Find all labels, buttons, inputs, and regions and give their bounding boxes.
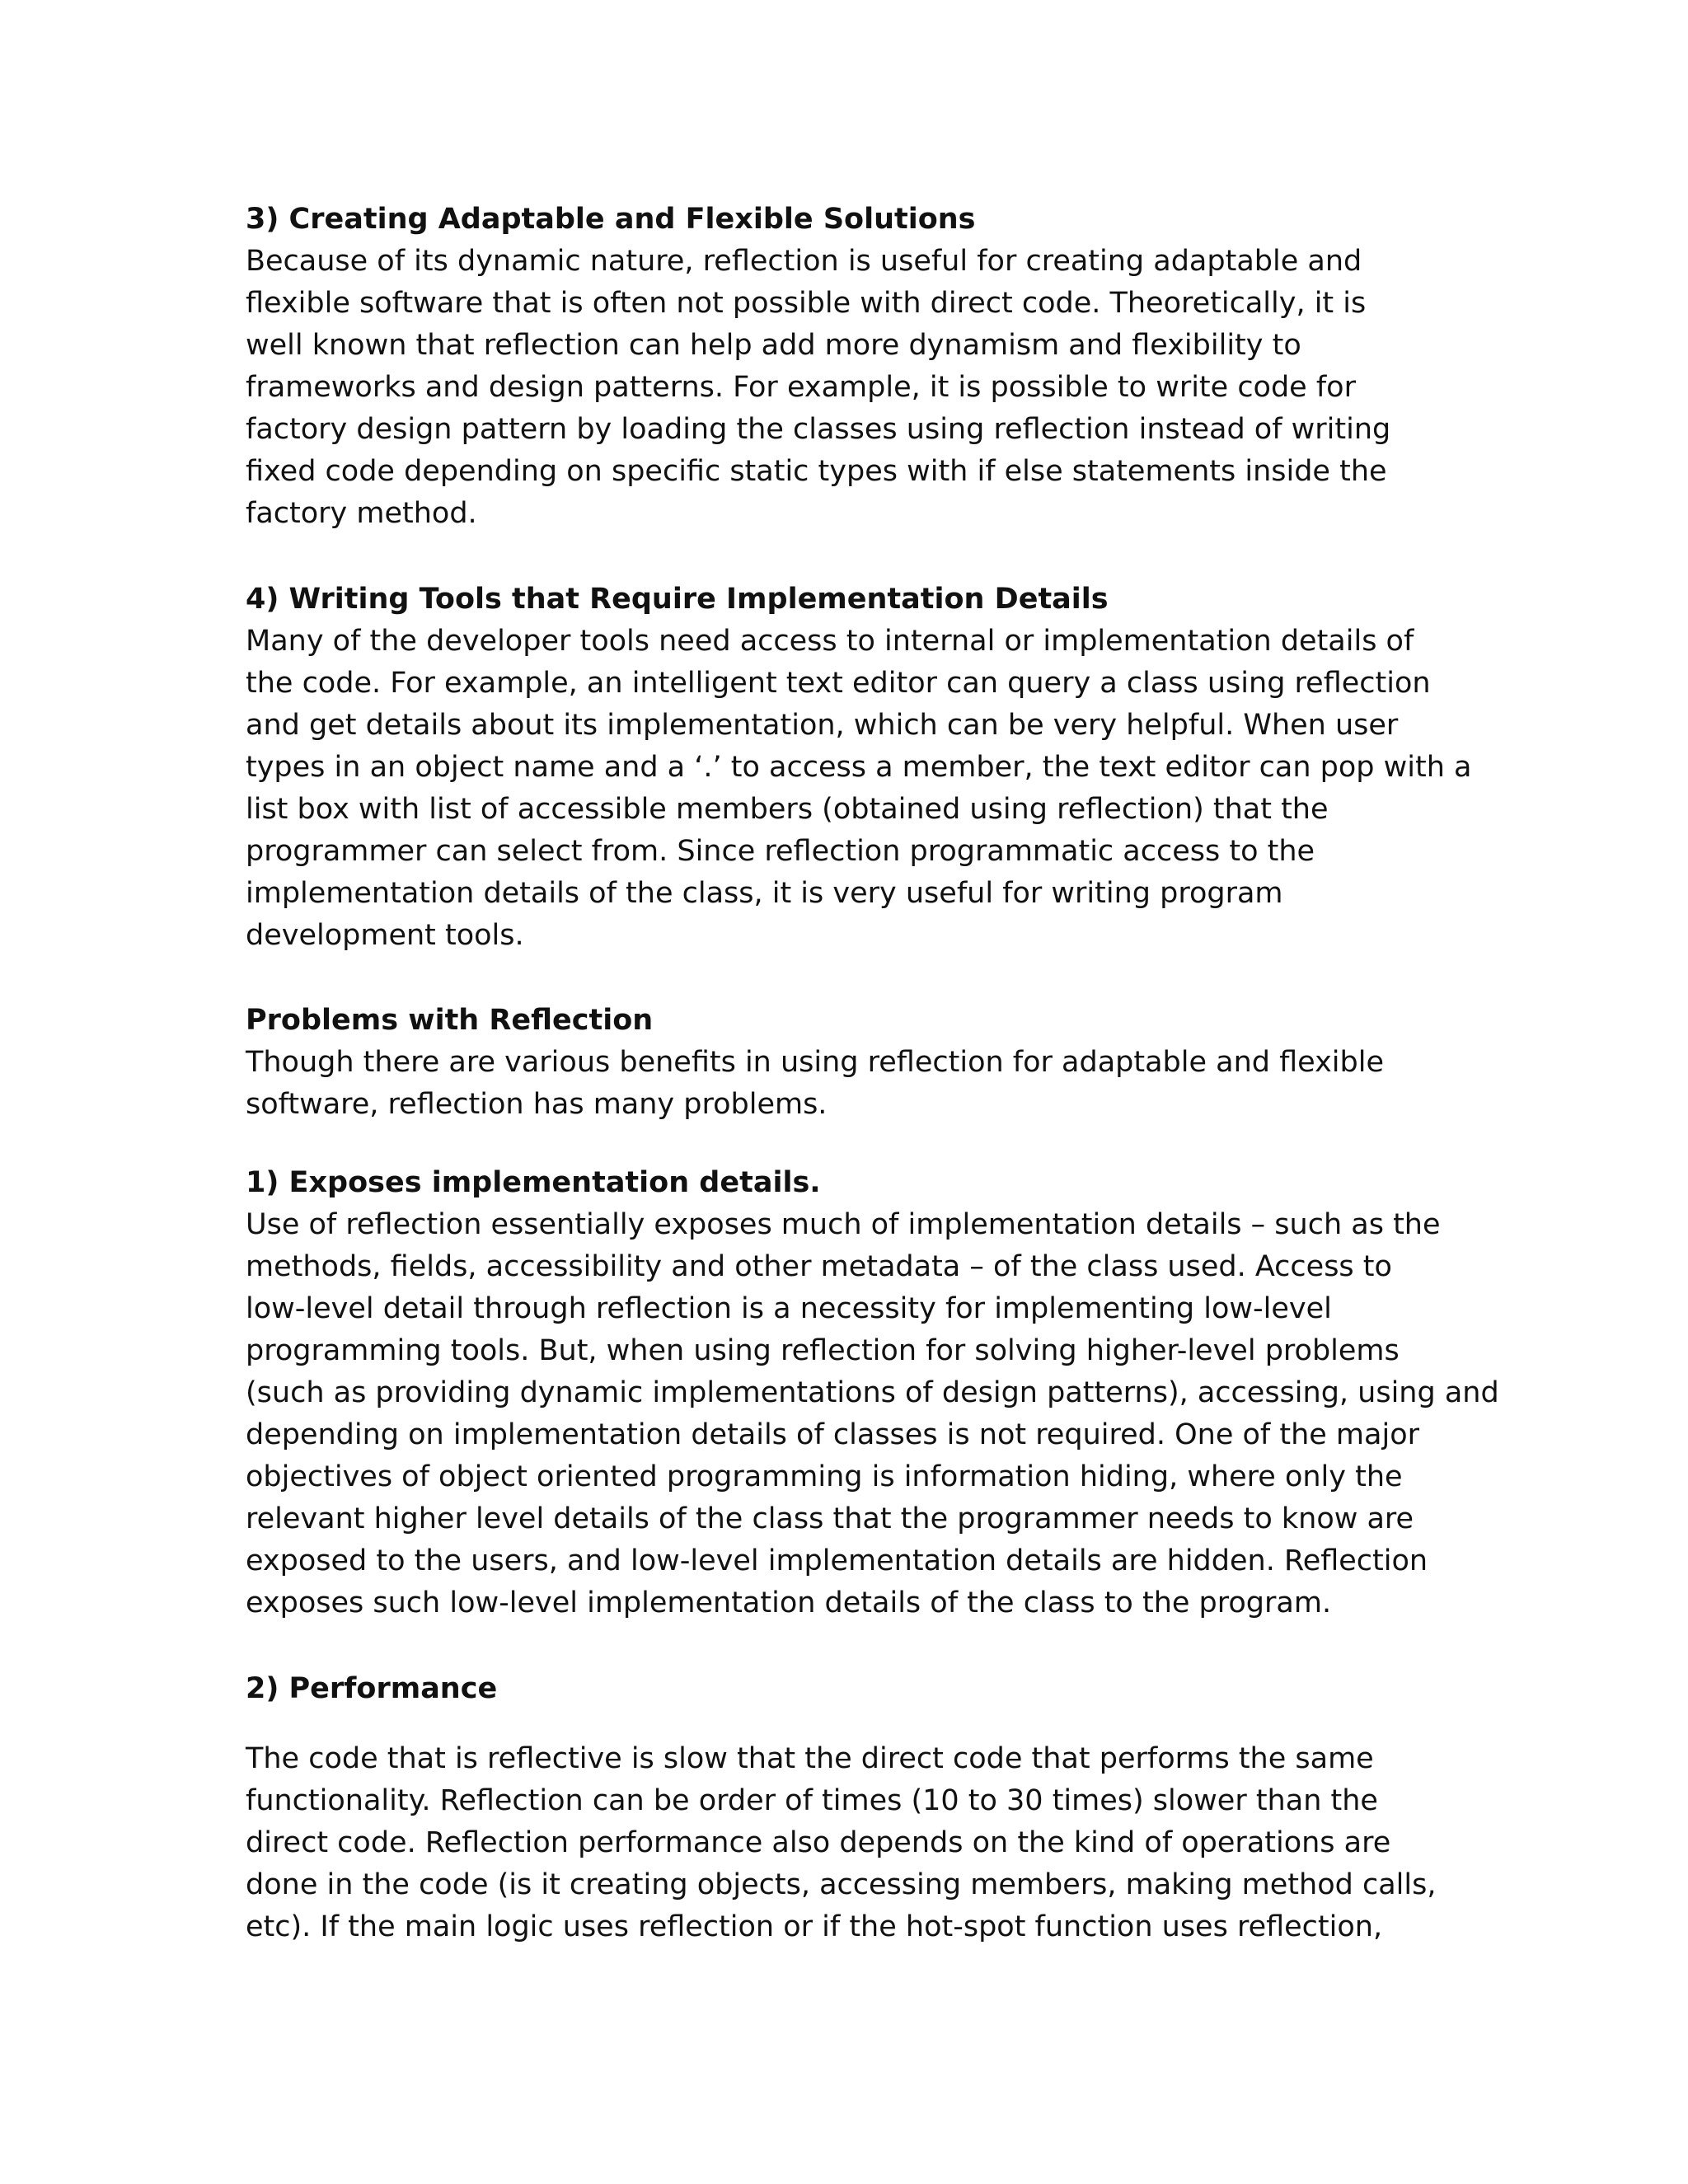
paragraph-line: factory method.: [246, 497, 477, 530]
paragraph-line: programming tools. But, when using reflection for solving higher-level problems: [246, 1334, 1400, 1367]
paragraph-line: Though there are various benefits in using reflection for adaptable and flexible: [246, 1046, 1384, 1079]
paragraph-line: (such as providing dynamic implementations of design patterns), accessing, using and: [246, 1376, 1499, 1409]
paragraph-line: the code. For example, an intelligent text editor can query a class using reflection: [246, 667, 1431, 700]
paragraph-line: factory design pattern by loading the classes using reflection instead of writing: [246, 413, 1391, 446]
paragraph-line: frameworks and design patterns. For example, it is possible to write code for: [246, 371, 1356, 404]
paragraph-line: development tools.: [246, 919, 524, 952]
section-heading: 3) Creating Adaptable and Flexible Solutions: [246, 203, 976, 236]
section-performance: [246, 1668, 1449, 1710]
paragraph-line: relevant higher level details of the class that the programmer needs to know are: [246, 1502, 1414, 1535]
section-problems-with-reflection: [246, 1000, 1449, 1126]
paragraph-line: done in the code (is it creating objects, accessing members, making method calls,: [246, 1868, 1437, 1901]
paragraph-line: objectives of object oriented programming is information hiding, where only the: [246, 1460, 1403, 1493]
paragraph-line: programmer can select from. Since reflection programmatic access to the: [246, 835, 1315, 868]
paragraph-line: The code that is reflective is slow that the direct code that performs the same: [246, 1742, 1374, 1775]
paragraph-line: Because of its dynamic nature, reflection is useful for creating adaptable and: [246, 245, 1362, 278]
section-exposes-details: [246, 1162, 1499, 1624]
section-heading: 1) Exposes implementation details.: [246, 1166, 821, 1199]
paragraph-line: types in an object name and a ‘.’ to access a member, the text editor can pop with a: [246, 751, 1472, 784]
paragraph-line: exposed to the users, and low-level implementation details are hidden. Reflection: [246, 1544, 1428, 1577]
paragraph-line: flexible software that is often not possible with direct code. Theoretically, it is: [246, 287, 1367, 320]
paragraph-line: Use of reflection essentially exposes much of implementation details – such as the: [246, 1208, 1441, 1241]
section-heading: 2) Performance: [246, 1672, 498, 1705]
paragraph-line: depending on implementation details of classes is not required. One of the major: [246, 1418, 1419, 1451]
paragraph-line: direct code. Reflection performance also depends on the kind of operations are: [246, 1826, 1391, 1859]
section-performance-body: [246, 1738, 1449, 1948]
paragraph-line: and get details about its implementation, which can be very helpful. When user: [246, 709, 1399, 742]
paragraph-line: exposes such low-level implementation details of the class to the program.: [246, 1586, 1332, 1619]
paragraph-line: Many of the developer tools need access to internal or implementation details of: [246, 625, 1414, 658]
section-adaptable-solutions: [246, 199, 1449, 535]
paragraph-line: well known that reflection can help add more dynamism and flexibility to: [246, 329, 1301, 362]
section-writing-tools: [246, 579, 1472, 957]
section-heading: Problems with Reflection: [246, 1004, 654, 1037]
paragraph-line: implementation details of the class, it is very useful for writing program: [246, 877, 1283, 910]
paragraph-line: low-level detail through reflection is a necessity for implementing low-level: [246, 1292, 1332, 1325]
paragraph-line: methods, fields, accessibility and other metadata – of the class used. Access to: [246, 1250, 1392, 1283]
paragraph-line: functionality. Reflection can be order of times (10 to 30 times) slower than the: [246, 1784, 1378, 1817]
paragraph-line: list box with list of accessible members (obtained using reflection) that the: [246, 793, 1329, 826]
paragraph-line: etc). If the main logic uses reflection or if the hot-spot function uses reflection,: [246, 1910, 1383, 1943]
paragraph-line: software, reflection has many problems.: [246, 1088, 828, 1121]
paragraph-line: fixed code depending on specific static types with if else statements inside the: [246, 455, 1387, 488]
section-heading: 4) Writing Tools that Require Implementation Details: [246, 583, 1109, 616]
